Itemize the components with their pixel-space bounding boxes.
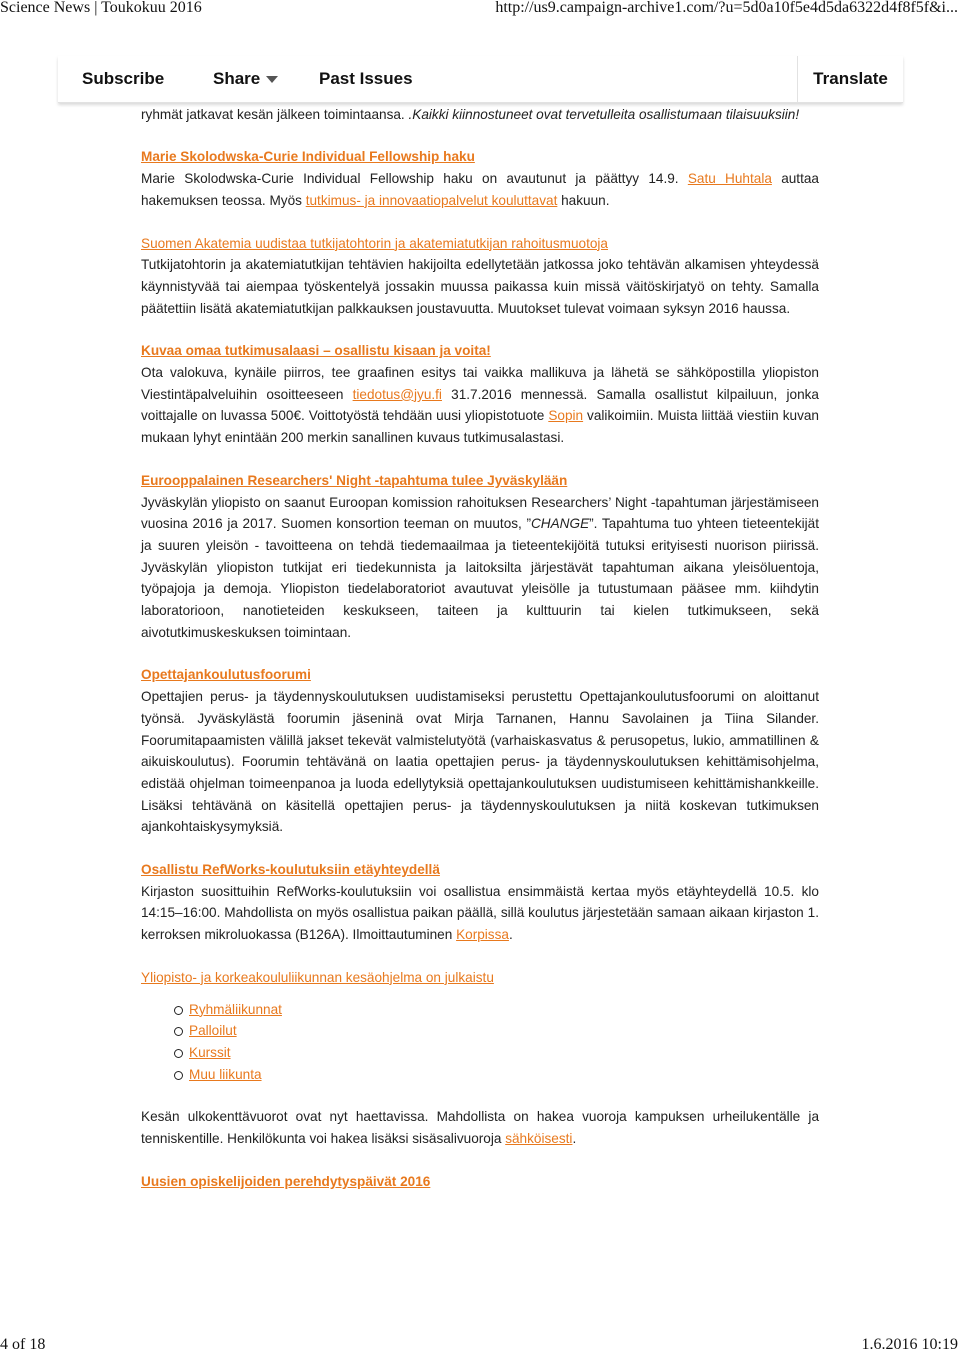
section-researchers-night	[141, 470, 819, 644]
sports-heading-link[interactable]: Yliopisto- ja korkeakoululiikunnan kesäohjelma on julkaistu	[141, 969, 494, 985]
teacher-forum-paragraph: Opettajien perus- ja täydennyskoulutuksen uudistamiseksi perustettu Opettajankoulutusfoorumi on aloittanut työnsä. Jyväskylästä foorumin jäseninä ovat Mirja Tarnanen, Hannu Savolainen ja Tiina Silander. Foorumitapaamisten välillä jakset tekevät valmistelutyötä (varhaiskasvatus & perusopetus, lukio, ammatillinen & aikuiskoulutus). Foorumin tehtävänä on laatia opettajien perus- ja täydennyskoulutuksen kehittämisohjelma, edistää ohjelman toimeenpanoa ja luoda edellytyksiä opettajankoulutuksen uudistumiseen kehittämishankkeille. Lisäksi tehtävänä on käsitellä opettajien perus- ja täydennyskoulutuksen ja niitä koskevan tutkimuksen ajankohtaiskysymyksiä.	[141, 689, 819, 835]
photo-contest-paragraph: Ota valokuva, kynäile piirros, tee graafinen esitys tai vaikka mallikuva ja lähetä se sähköpostilla yliopiston Viestintäpalveluihin osoitteeseen tiedotus@jyu.fi 31.7.2016 mennessä. Samalla osallistut kilpailuun, jonka voittajalle on luvassa 500€. Voittotyöstä tehdään uusi yliopistotuote Sopin valikoimiin. Muista liittää viestiin kuvan mukaan lyhyt enintään 200 merkin sanallinen kuvaus tutkimusalastasi.	[141, 365, 819, 446]
satu-huhtala-link[interactable]: Satu Huhtala	[687, 171, 772, 187]
newsletter-content	[141, 82, 819, 1193]
sports-link-list	[141, 999, 819, 1086]
academy-paragraph: Tutkijatohtorin ja akatemiatutkijan tehtävien hakijoilta edellytetään jatkossa joko tehtävän alkamisen yhteydessä käynnistyvää tai aiempaa työskentelyä jossakin muussa paikassa kuin missä väitöskirjatyö on tehty. Samalla päätettiin lisätä akatemiatutkijan palkkauksen joustavuutta. Muutokset tulevat voimaan syksyn 2016 haussa.	[141, 257, 819, 316]
sports-link-other[interactable]: Muu liikunta	[189, 1066, 262, 1082]
intro-paragraph: ryhmät jatkavat kesän jälkeen toimintaansa. .Kaikki kiinnostuneet ovat tervetulleita osallistumaan tilaisuuksiin!	[141, 106, 800, 122]
page-counter: 4 of 18	[0, 1336, 46, 1353]
electronic-booking-link[interactable]: sähköisesti	[505, 1131, 573, 1147]
subscribe-button[interactable]: Subscribe	[82, 69, 165, 88]
email-link[interactable]: tiedotus@jyu.fi	[352, 386, 442, 402]
share-label: Share	[213, 69, 261, 88]
msca-heading-link[interactable]: Marie Skolodwska-Curie Individual Fellowship haku	[141, 149, 475, 165]
academy-heading-link[interactable]: Suomen Akatemia uudistaa tutkijatohtorin ja akatemiatutkijan rahoitusmuotoja	[141, 235, 608, 251]
print-datetime: 1.6.2016 10:19	[861, 1336, 958, 1353]
sports-link-courses[interactable]: Kurssit	[189, 1045, 231, 1060]
share-button[interactable]	[213, 56, 278, 102]
msca-paragraph: Marie Skolodwska-Curie Individual Fellowship haku on avautunut ja päättyy 14.9. Satu Huhtala auttaa hakemuksen teossa. Myös tutkimus- ja innovaatiopalvelut kouluttavat hakuun.	[141, 171, 819, 208]
teacher-forum-heading-link[interactable]: Opettajankoulutusfoorumi	[141, 667, 311, 683]
list-item	[189, 1042, 819, 1064]
innovation-services-link[interactable]: tutkimus- ja innovaatiopalvelut kouluttavat	[305, 192, 558, 208]
section-orientation	[141, 1171, 819, 1193]
print-page-title: Science News | Toukokuu 2016	[0, 0, 202, 16]
section-sports	[141, 967, 819, 1150]
past-issues-button[interactable]: Past Issues	[319, 69, 413, 88]
archive-navbar	[58, 56, 903, 103]
sopin-link[interactable]: Sopin	[548, 408, 584, 424]
korppi-link[interactable]: Korpissa	[456, 927, 509, 943]
refworks-heading-link[interactable]: Osallistu RefWorks-koulutuksiin etäyhteydellä	[141, 862, 440, 878]
photo-contest-heading-link[interactable]: Kuvaa omaa tutkimusalaasi – osallistu kisaan ja voita!	[141, 343, 491, 359]
section-msca	[141, 146, 819, 211]
section-photo-contest	[141, 340, 819, 449]
sports-link-group[interactable]: Ryhmäliikunnat	[189, 1001, 282, 1017]
list-item	[189, 1064, 819, 1086]
section-academy	[141, 233, 819, 320]
list-item	[189, 999, 819, 1021]
researchers-night-paragraph: Jyväskylän yliopisto on saanut Euroopan komission rahoituksen Researchers’ Night -tapahtuman järjestämiseen vuosina 2016 ja 2017. Suomen konsortion teeman on muutos, ”CHANGE”. Tapahtuma tuo yhteen tieteentekijät ja suuren yleisön - tavoitteena on tehdä tiedemaailmaa ja tieteentekijöitä tutuksi erityisesti nuorison piirissä. Jyväskylän yliopiston tutkijat eri tiedekunnista ja laitoksilta järjestävät tapahtuman aikana yleisöluentoja, työpajoja ja demoja. Yliopiston tiedelaboratoriot avautuvat yleisölle ja tutustumaan pääsee mm. kiihdytin laboratorioon, nanotieteiden keskukseen, taiteen ja kulttuurin tai kielen tutkimukseen, sekä aivotutkimuskeskuksen toimintaan.	[141, 494, 819, 640]
researchers-night-heading-link[interactable]: Eurooppalainen Researchers' Night -tapahtuma tulee Jyväskylään	[141, 472, 568, 488]
sports-link-ball[interactable]: Palloilut	[189, 1023, 237, 1039]
list-item	[189, 1020, 819, 1042]
orientation-heading-link[interactable]: Uusien opiskelijoiden perehdytyspäivät 2016	[141, 1173, 431, 1189]
caret-down-icon	[266, 76, 278, 83]
refworks-paragraph: Kirjaston suosittuihin RefWorks-koulutuksiin voi osallistua ensimmäistä kertaa myös etäyhteydellä 10.5. klo 14:15–16:00. Mahdollista on myös osallistua paikan päällä, sillä koulutus järjestetään samaan aikaan kirjaston 1. kerroksen mikroluokassa (B126A). Ilmoittautuminen Korpissa.	[141, 883, 819, 943]
print-url: http://us9.campaign-archive1.com/?u=5d0a10f5e4d5da6322d4f8f5f&i...	[495, 0, 958, 16]
sports-paragraph: Kesän ulkokenttävuorot ovat nyt haettavissa. Mahdollista on hakea vuoroja kampuksen urheilukentälle ja tenniskentille. Henkilökunta voi hakea lisäksi sisäsalivuoroja sähköisesti.	[141, 1109, 819, 1147]
section-refworks	[141, 859, 819, 946]
translate-button[interactable]: Translate	[797, 56, 903, 102]
section-teacher-forum	[141, 664, 819, 838]
